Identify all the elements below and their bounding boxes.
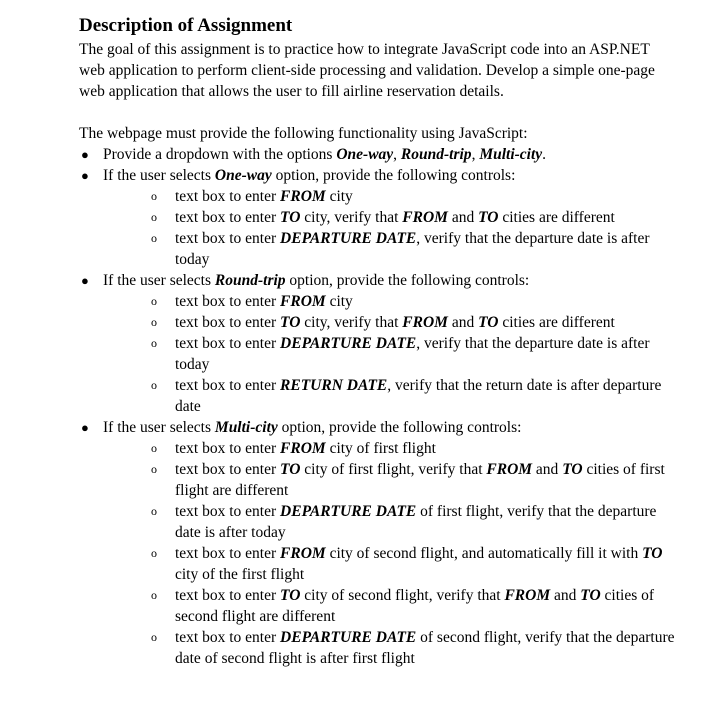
emphasized-term: FROM bbox=[504, 587, 551, 604]
sub-list-item bbox=[151, 543, 679, 585]
text-run: city, verify that bbox=[300, 314, 403, 331]
requirements-lead: The webpage must provide the following functionality using JavaScript: bbox=[79, 125, 528, 142]
circle-bullet-icon: o bbox=[151, 462, 157, 476]
sub-list-item bbox=[151, 459, 679, 501]
emphasized-term: RETURN DATE bbox=[280, 377, 388, 394]
text-run: text box to enter bbox=[175, 335, 281, 352]
sub-list-item-text bbox=[175, 230, 650, 268]
circle-bullet-icon: o bbox=[151, 441, 157, 455]
paragraph-spacer bbox=[79, 102, 679, 123]
text-run: If the user selects bbox=[103, 272, 215, 289]
sub-list-item-text bbox=[175, 209, 615, 226]
sub-list-item bbox=[151, 207, 679, 228]
circle-bullet-icon: o bbox=[151, 315, 157, 329]
emphasized-term: TO bbox=[642, 545, 663, 562]
emphasized-term: DEPARTURE DATE bbox=[280, 629, 417, 646]
sub-list-item-text bbox=[175, 188, 353, 205]
emphasized-term: FROM bbox=[280, 293, 326, 310]
sub-list bbox=[103, 438, 679, 669]
text-run: city bbox=[325, 188, 353, 205]
bullet-icon: ● bbox=[81, 273, 89, 288]
text-run: text box to enter bbox=[175, 587, 281, 604]
emphasized-term: DEPARTURE DATE bbox=[280, 335, 417, 352]
text-run: of first flight, verify that the departure date is after today bbox=[175, 503, 657, 541]
text-run: text box to enter bbox=[175, 293, 281, 310]
emphasized-term: One-way bbox=[214, 167, 272, 184]
list-item bbox=[79, 417, 679, 669]
text-run: , verify that the departure date is after today bbox=[175, 335, 650, 373]
sub-list-item-text bbox=[175, 377, 661, 415]
sub-list-item-text bbox=[175, 293, 353, 310]
text-run: Provide a dropdown with the options bbox=[103, 146, 337, 163]
emphasized-term: Round-trip bbox=[214, 272, 286, 289]
list-item-text bbox=[103, 167, 515, 184]
text-run: city of first flight, verify that bbox=[300, 461, 487, 478]
text-run: cities are different bbox=[498, 314, 615, 331]
text-run: option, provide the following controls: bbox=[271, 167, 516, 184]
document-page bbox=[79, 14, 679, 669]
text-run: city of second flight, verify that bbox=[300, 587, 505, 604]
list-item bbox=[79, 144, 679, 165]
sub-list-item-text bbox=[175, 314, 615, 331]
text-run: text box to enter bbox=[175, 461, 281, 478]
sub-list bbox=[103, 291, 679, 417]
text-run: text box to enter bbox=[175, 230, 281, 247]
text-run: text box to enter bbox=[175, 629, 281, 646]
text-run: option, provide the following controls: bbox=[285, 272, 530, 289]
text-run: cities of first flight are different bbox=[175, 461, 665, 499]
circle-bullet-icon: o bbox=[151, 630, 157, 644]
sub-list bbox=[103, 186, 679, 270]
text-run: text box to enter bbox=[175, 209, 281, 226]
text-run: city bbox=[325, 293, 353, 310]
emphasized-term: TO bbox=[280, 587, 301, 604]
list-item-text bbox=[103, 272, 529, 289]
sub-list-item bbox=[151, 627, 679, 669]
text-run: text box to enter bbox=[175, 440, 281, 457]
sub-list-item bbox=[151, 501, 679, 543]
circle-bullet-icon: o bbox=[151, 231, 157, 245]
sub-list-item bbox=[151, 585, 679, 627]
emphasized-term: FROM bbox=[280, 440, 326, 457]
text-run: text box to enter bbox=[175, 314, 281, 331]
emphasized-term: DEPARTURE DATE bbox=[280, 503, 417, 520]
circle-bullet-icon: o bbox=[151, 504, 157, 518]
emphasized-term: FROM bbox=[402, 314, 448, 331]
text-run: and bbox=[447, 209, 479, 226]
emphasized-term: FROM bbox=[402, 209, 448, 226]
sub-list-item-text bbox=[175, 461, 665, 499]
list-item bbox=[79, 270, 679, 417]
text-run: and bbox=[550, 587, 581, 604]
list-item-text bbox=[103, 146, 546, 163]
text-run: option, provide the following controls: bbox=[277, 419, 522, 436]
text-run: , verify that the return date is after departure date bbox=[175, 377, 662, 415]
text-run: text box to enter bbox=[175, 188, 281, 205]
sub-list-item bbox=[151, 291, 679, 312]
sub-list-item-text bbox=[175, 545, 662, 583]
emphasized-term: TO bbox=[580, 587, 601, 604]
text-run: of second flight, verify that the departure date of second flight is after first flight bbox=[175, 629, 675, 667]
emphasized-term: Multi-city bbox=[214, 419, 278, 436]
text-run: city of first flight bbox=[325, 440, 436, 457]
text-run: text box to enter bbox=[175, 503, 281, 520]
emphasized-term: TO bbox=[280, 314, 301, 331]
emphasized-term: One-way bbox=[336, 146, 394, 163]
text-run: city of second flight, and automatically fill it with bbox=[325, 545, 643, 562]
circle-bullet-icon: o bbox=[151, 210, 157, 224]
sub-list-item bbox=[151, 312, 679, 333]
emphasized-term: TO bbox=[478, 314, 499, 331]
text-run: city, verify that bbox=[300, 209, 403, 226]
intro-paragraph: The goal of this assignment is to practice how to integrate JavaScript code into an ASP.NET web application to perform client-side processing and validation. Develop a simple one-page web application that allows the user to fill airline reservation details. bbox=[79, 41, 655, 100]
text-run: . bbox=[542, 146, 547, 163]
emphasized-term: Round-trip bbox=[400, 146, 472, 163]
emphasized-term: FROM bbox=[280, 188, 326, 205]
emphasized-term: FROM bbox=[486, 461, 533, 478]
circle-bullet-icon: o bbox=[151, 546, 157, 560]
list-item-text bbox=[103, 419, 521, 436]
text-run: , bbox=[471, 146, 480, 163]
emphasized-term: TO bbox=[562, 461, 583, 478]
circle-bullet-icon: o bbox=[151, 378, 157, 392]
sub-list-item-text bbox=[175, 440, 436, 457]
assignment-heading: Description of Assignment bbox=[79, 15, 293, 36]
sub-list-item-text bbox=[175, 629, 675, 667]
circle-bullet-icon: o bbox=[151, 336, 157, 350]
text-run: cities of second flight are different bbox=[175, 587, 655, 625]
sub-list-item bbox=[151, 375, 679, 417]
list-item bbox=[79, 165, 679, 270]
bullet-icon: ● bbox=[81, 168, 89, 183]
circle-bullet-icon: o bbox=[151, 189, 157, 203]
emphasized-term: Multi-city bbox=[479, 146, 543, 163]
text-run: and bbox=[532, 461, 563, 478]
sub-list-item-text bbox=[175, 335, 650, 373]
text-run: If the user selects bbox=[103, 167, 215, 184]
text-run: and bbox=[447, 314, 479, 331]
text-run: cities are different bbox=[498, 209, 615, 226]
sub-list-item-text bbox=[175, 503, 656, 541]
emphasized-term: TO bbox=[280, 209, 301, 226]
text-run: text box to enter bbox=[175, 377, 281, 394]
emphasized-term: TO bbox=[280, 461, 301, 478]
text-run: , verify that the departure date is after today bbox=[175, 230, 650, 268]
emphasized-term: DEPARTURE DATE bbox=[280, 230, 417, 247]
sub-list-item bbox=[151, 333, 679, 375]
sub-list-item bbox=[151, 186, 679, 207]
sub-list-item-text bbox=[175, 587, 654, 625]
text-run: text box to enter bbox=[175, 545, 281, 562]
circle-bullet-icon: o bbox=[151, 588, 157, 602]
bullet-icon: ● bbox=[81, 420, 89, 435]
sub-list-item bbox=[151, 228, 679, 270]
circle-bullet-icon: o bbox=[151, 294, 157, 308]
sub-list-item bbox=[151, 438, 679, 459]
text-run: If the user selects bbox=[103, 419, 215, 436]
emphasized-term: FROM bbox=[280, 545, 326, 562]
requirements-list bbox=[79, 144, 679, 669]
text-run: city of the first flight bbox=[175, 566, 305, 583]
emphasized-term: TO bbox=[478, 209, 499, 226]
bullet-icon: ● bbox=[81, 147, 89, 162]
text-run: , bbox=[393, 146, 401, 163]
